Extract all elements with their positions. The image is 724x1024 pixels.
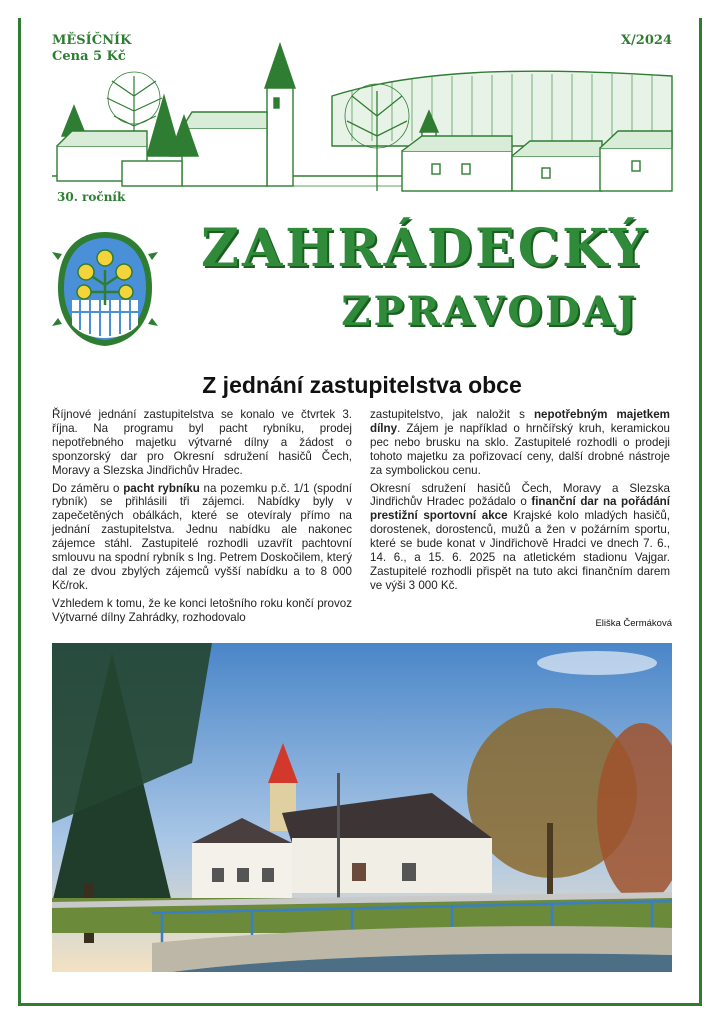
emphasis-text: finanční dar na pořádání prestižní sportovní akce	[370, 495, 670, 523]
article-headline: Z jednání zastupitelstva obce	[202, 372, 522, 398]
text-run: . Zájem je například o hrnčířský kruh, keramickou pec nebo brusku na sklo. Zastupitelé rozhodli o prodeji tohoto majetku za pořizovací ceny, další drobné nástroje za symbolickou cenu.	[370, 421, 670, 477]
periodicity-label: MĚSÍČNÍK	[52, 33, 132, 48]
text-run: zastupitelstvo, jak naložit s	[370, 408, 534, 421]
emphasis-text: nepotřebným majetkem dílny	[370, 408, 670, 435]
newsletter-title-line-2: ZPRAVODAJ	[341, 288, 639, 335]
article-paragraph	[370, 408, 670, 478]
village-sketch-illustration	[52, 36, 674, 216]
text-run: Okresní sdružení hasičů Čech, Moravy a Slezska Jindřichův Hradec požádalo o	[370, 481, 670, 509]
article-author: Eliška Čermáková	[595, 618, 672, 629]
text-run: na pozemku p.č. 1/1 (spodní rybník) se přihlásili tři zájemci. Nabídky byly v zapečetěných obálkách, které se otevíraly přímo na jednání zastupitelstva. Jednu nabídku ale nakonec zájemce stáhl. Zastupitelé rozhodli uzavřít pachtovní smlouvu na spodní rybník s Ing. Petrem Doskočilem, který dal ze dvou zbylých zájemců vyšší nabídku a to 8 000 Kč/rok.	[52, 481, 352, 592]
article-column-left	[52, 408, 352, 629]
article-column-right	[370, 408, 670, 597]
article-paragraph	[370, 482, 670, 593]
article-paragraph: Vzhledem k tomu, že ke konci letošního roku končí provoz Výtvarné dílny Zahrádky, rozhodovalo	[52, 596, 352, 624]
village-photo	[52, 643, 672, 972]
volume-label: 30. ročník	[57, 190, 126, 204]
article-paragraph: Říjnové jednání zastupitelstva se konalo ve čtvrtek 3. října. Na programu byl pacht rybníku, prodej nepotřebného majetku výtvarné dílny a žádost o sponzorský dar pro Okresní sdružení hasičů Čech, Moravy a Slezska Jindřichův Hradec.	[52, 408, 352, 477]
issue-number: X/2024	[620, 33, 672, 48]
municipal-coat-of-arms-icon	[52, 230, 158, 348]
text-run: Do záměru o	[52, 481, 124, 495]
newsletter-title-line-1: ZAHRÁDECKÝ	[200, 218, 650, 279]
emphasis-text: pacht rybníku	[123, 481, 200, 495]
price-label: Cena 5 Kč	[52, 49, 126, 64]
article-paragraph	[52, 482, 352, 593]
text-run: Krajské kolo mladých hasičů, dorostenek, dorostenců, mužů a žen v požárním sportu, které se bude konat v Jindřichově Hradci ve dnech 7. 6., 14. 6., a 15. 6. 2025 na atletickém stadionu Vajgar. Zastupitelé rozhodli přispět na tuto akci finančním darem ve výši 3 000 Kč.	[370, 509, 670, 592]
